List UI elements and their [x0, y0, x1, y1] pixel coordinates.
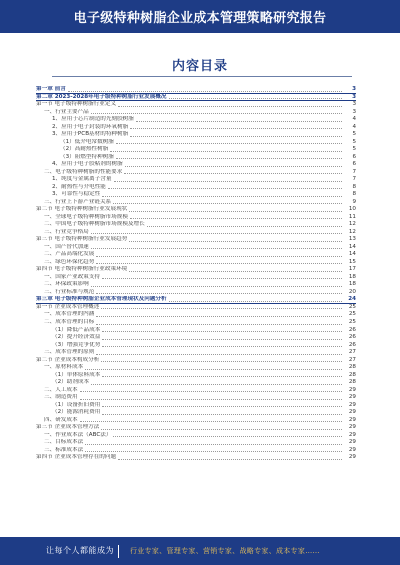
toc-entry-page: 18: [348, 273, 356, 280]
toc-entry[interactable]: [36, 199, 356, 207]
toc-entry[interactable]: [36, 191, 356, 199]
toc-entry-title: 四、研发成本: [44, 416, 78, 423]
toc-entry-title: （2）能源消耗费用: [52, 409, 101, 416]
toc-entry-page: 29: [348, 446, 356, 453]
toc-leader-dots: [102, 339, 342, 340]
toc-entry-title: 第三章 电子级特种树脂企业成本管理现状及问题分析: [36, 296, 167, 303]
toc-entry-title: 1、应用于芯片制造的光刻胶树脂: [52, 116, 134, 123]
toc-entry[interactable]: [36, 417, 356, 425]
toc-entry-page: 29: [348, 386, 356, 393]
toc-entry-page: 6: [352, 161, 356, 168]
toc-entry[interactable]: [36, 206, 356, 214]
toc-entry-title: 二、人工成本: [44, 386, 78, 393]
toc-entry-page: 15: [348, 258, 356, 265]
toc-entry[interactable]: [36, 454, 356, 462]
toc-leader-dots: [129, 271, 342, 272]
toc-leader-dots: [80, 421, 342, 422]
toc-entry-page: 3: [352, 93, 356, 100]
table-of-contents: [36, 86, 356, 462]
toc-entry-page: 13: [348, 236, 356, 243]
toc-entry[interactable]: [36, 334, 356, 342]
toc-entry[interactable]: [36, 176, 356, 184]
toc-leader-dots: [102, 414, 342, 415]
toc-entry-page: 29: [348, 431, 356, 438]
toc-entry[interactable]: [36, 447, 356, 455]
toc-entry[interactable]: [36, 251, 356, 259]
toc-entry-title: 第一节 企业成本管理概述: [36, 303, 100, 310]
toc-entry[interactable]: [36, 311, 356, 319]
toc-entry[interactable]: [36, 139, 356, 147]
toc-entry-title: 4、应用于电子胶粘剂的树脂: [52, 161, 123, 168]
toc-leader-dots: [91, 248, 342, 249]
toc-leader-dots: [118, 106, 342, 107]
toc-entry-title: （2）提升经济效益: [52, 334, 101, 341]
toc-entry-title: 二、产品高端化发展: [44, 251, 95, 258]
toc-entry[interactable]: [36, 154, 356, 162]
toc-entry-page: 28: [348, 379, 356, 386]
toc-leader-dots: [125, 166, 342, 167]
toc-leader-dots: [102, 406, 342, 407]
toc-leader-dots: [85, 444, 342, 445]
toc-entry-page: 9: [352, 198, 356, 205]
toc-entry-title: 第四节 企业成本管理存在的问题: [36, 454, 117, 461]
toc-entry-title: （3）阻燃型特种树脂: [60, 153, 114, 160]
toc-entry-title: 第四节 电子级特种树脂行业政策环境: [36, 266, 128, 273]
toc-entry-page: 7: [352, 176, 356, 183]
toc-leader-dots: [114, 181, 343, 182]
toc-entry-title: 2、耐热性与介电性能: [52, 183, 106, 190]
toc-entry-title: 第二章 2023-2028年电子级特种树脂行业发展概况: [36, 93, 167, 100]
toc-entry[interactable]: [36, 439, 356, 447]
toc-entry-title: 三、绿色环保化趋势: [44, 258, 95, 265]
toc-entry-page: 8: [352, 183, 356, 190]
toc-entry[interactable]: [36, 424, 356, 432]
toc-entry-title: 3、应用于PCB基材的特种树脂: [52, 131, 129, 138]
toc-entry-page: 11: [348, 213, 356, 220]
toc-leader-dots: [80, 399, 342, 400]
toc-leader-dots: [113, 436, 342, 437]
toc-leader-dots: [169, 301, 342, 302]
toc-entry-title: 第一章 前言: [36, 86, 66, 92]
toc-entry[interactable]: [36, 342, 356, 350]
toc-entry[interactable]: [36, 349, 356, 357]
toc-entry-page: 25: [348, 318, 356, 325]
toc-leader-dots: [118, 459, 342, 460]
footer-slogan: 行业专家、管理专家、营销专家、战略专家、成本专家……: [130, 547, 320, 555]
toc-entry-title: 第二节 企业成本构成分析: [36, 356, 100, 363]
toc-entry-title: 三、行业上下游产业链关系: [44, 198, 112, 205]
toc-entry[interactable]: [36, 116, 356, 124]
toc-heading: 内容目录: [171, 59, 228, 74]
toc-entry-page: 3: [352, 86, 356, 92]
toc-entry-page: 5: [352, 131, 356, 138]
toc-entry-page: 3: [352, 108, 356, 115]
toc-entry[interactable]: [36, 124, 356, 132]
toc-entry[interactable]: [36, 221, 356, 229]
toc-entry-title: 一、国产替代加速: [44, 243, 89, 250]
toc-entry-page: 28: [348, 371, 356, 378]
toc-entry-page: 14: [348, 243, 356, 250]
toc-entry-page: 29: [348, 454, 356, 461]
toc-entry-page: 8: [352, 191, 356, 198]
toc-entry-page: 3: [352, 101, 356, 108]
toc-entry-page: 26: [348, 334, 356, 341]
report-header: [0, 0, 400, 33]
toc-entry-page: 28: [348, 364, 356, 371]
toc-entry-page: 29: [348, 416, 356, 423]
toc-leader-dots: [96, 316, 342, 317]
toc-entry-title: （2）高耐热性树脂: [60, 146, 109, 153]
toc-entry[interactable]: [36, 244, 356, 252]
toc-entry[interactable]: [36, 184, 356, 192]
toc-leader-dots: [91, 384, 342, 385]
toc-entry-title: （3）增强竞争优势: [52, 341, 101, 348]
toc-entry-title: （1）降低产品成本: [52, 326, 101, 333]
toc-entry-title: （2）助剂成本: [52, 379, 90, 386]
toc-leader-dots: [91, 113, 342, 114]
toc-leader-dots: [102, 346, 342, 347]
toc-entry[interactable]: [36, 432, 356, 440]
toc-entry-title: 二、目标成本法: [44, 439, 84, 446]
toc-entry-page: 12: [348, 221, 356, 228]
toc-entry-page: 27: [348, 349, 356, 356]
toc-entry[interactable]: [36, 304, 356, 312]
toc-entry[interactable]: [36, 146, 356, 154]
toc-leader-dots: [108, 188, 342, 189]
toc-entry[interactable]: [36, 364, 356, 372]
toc-entry[interactable]: [36, 214, 356, 222]
toc-entry[interactable]: [36, 296, 356, 304]
toc-leader-dots: [96, 293, 342, 294]
toc-entry[interactable]: [36, 266, 356, 274]
toc-entry[interactable]: [36, 289, 356, 297]
toc-entry[interactable]: [36, 131, 356, 139]
toc-entry-title: 一、全球电子级特种树脂市场规模: [44, 213, 128, 220]
toc-entry[interactable]: [36, 387, 356, 395]
toc-entry-page: 29: [348, 439, 356, 446]
toc-entry-title: 二、电子级特种树脂的性能要求: [44, 168, 123, 175]
toc-entry-page: 18: [348, 281, 356, 288]
toc-leader-dots: [91, 286, 342, 287]
toc-entry[interactable]: [36, 259, 356, 267]
toc-entry-title: 二、中国电子级特种树脂市场规模及增长: [44, 221, 145, 228]
toc-heading-rule: [52, 76, 352, 77]
toc-leader-dots: [102, 278, 342, 279]
toc-entry-title: 一、行业主要产品: [44, 108, 89, 115]
toc-entry[interactable]: [36, 409, 356, 417]
toc-entry-page: 25: [348, 311, 356, 318]
toc-entry-title: 一、成本管理的内涵: [44, 311, 95, 318]
toc-entry-title: 第一节 电子级特种树脂行业定义: [36, 101, 117, 108]
toc-leader-dots: [130, 128, 342, 129]
toc-entry-title: 三、行业竞争格局: [44, 228, 89, 235]
toc-entry-title: 一、国家产业政策支持: [44, 273, 100, 280]
toc-entry-title: 一、作业成本法（ABC法）: [44, 431, 112, 438]
toc-entry-title: 1、纯度与金属离子含量: [52, 176, 112, 183]
toc-entry[interactable]: [36, 319, 356, 327]
toc-entry-title: 2、应用于电子封装的环氧树脂: [52, 123, 129, 130]
toc-entry-page: 29: [348, 424, 356, 431]
footer-watermark: 让每个人都能成为: [46, 546, 114, 555]
toc-entry[interactable]: [36, 229, 356, 237]
toc-leader-dots: [124, 173, 342, 174]
report-title: 电子级特种树脂企业成本管理策略研究报告: [73, 11, 327, 26]
toc-entry[interactable]: [36, 86, 356, 94]
toc-leader-dots: [96, 256, 342, 257]
toc-entry-page: 29: [348, 409, 356, 416]
toc-entry[interactable]: [36, 379, 356, 387]
toc-entry[interactable]: [36, 372, 356, 380]
toc-entry[interactable]: [36, 109, 356, 117]
toc-entry-page: 14: [348, 251, 356, 258]
toc-entry[interactable]: [36, 281, 356, 289]
toc-entry-title: （1）设备折旧费用: [52, 401, 101, 408]
toc-leader-dots: [101, 308, 342, 309]
toc-entry[interactable]: [36, 394, 356, 402]
toc-entry-title: 二、成本管理的目标: [44, 318, 95, 325]
toc-entry[interactable]: [36, 357, 356, 365]
toc-entry[interactable]: [36, 402, 356, 410]
toc-entry-page: 4: [352, 123, 356, 130]
toc-leader-dots: [169, 98, 342, 99]
toc-entry-page: 7: [352, 168, 356, 175]
toc-entry-page: 26: [348, 341, 356, 348]
toc-entry-page: 6: [352, 153, 356, 160]
toc-leader-dots: [110, 151, 342, 152]
toc-leader-dots: [116, 158, 342, 159]
toc-entry-title: 三、标准成本法: [44, 446, 84, 453]
toc-entry-title: 第三节 企业成本管理方法: [36, 424, 100, 431]
toc-leader-dots: [130, 136, 342, 137]
toc-leader-dots: [102, 196, 342, 197]
toc-entry[interactable]: [36, 101, 356, 109]
toc-entry-title: 一、原材料成本: [44, 364, 84, 371]
toc-leader-dots: [91, 233, 342, 234]
toc-entry-title: 三、制造费用: [44, 394, 78, 401]
toc-leader-dots: [129, 241, 342, 242]
toc-leader-dots: [80, 391, 342, 392]
toc-leader-dots: [129, 211, 342, 212]
toc-entry-title: 三、成本管理的原则: [44, 349, 95, 356]
toc-entry-title: 3、可靠性与稳定性: [52, 191, 101, 198]
toc-leader-dots: [136, 121, 342, 122]
toc-entry-title: 第二节 电子级特种树脂行业发展现状: [36, 206, 128, 213]
toc-leader-dots: [102, 331, 342, 332]
toc-leader-dots: [101, 429, 342, 430]
toc-leader-dots: [102, 376, 342, 377]
toc-entry-title: 三、行业标准与规范: [44, 288, 95, 295]
toc-leader-dots: [85, 369, 342, 370]
toc-entry-page: 27: [348, 356, 356, 363]
toc-entry[interactable]: [36, 236, 356, 244]
toc-entry-title: 二、环保政策影响: [44, 281, 89, 288]
footer-bar: [0, 537, 400, 565]
toc-entry-page: 29: [348, 394, 356, 401]
toc-leader-dots: [101, 361, 342, 362]
toc-leader-dots: [68, 91, 342, 92]
toc-leader-dots: [96, 324, 342, 325]
toc-entry[interactable]: [36, 161, 356, 169]
toc-entry-page: 26: [348, 326, 356, 333]
toc-entry-title: （1）单体原料成本: [52, 371, 101, 378]
toc-entry[interactable]: [36, 274, 356, 282]
toc-entry-page: 5: [352, 138, 356, 145]
toc-leader-dots: [113, 203, 342, 204]
toc-entry-page: 5: [352, 146, 356, 153]
toc-entry-page: 10: [348, 206, 356, 213]
toc-entry-title: （1）低介电常数树脂: [60, 138, 114, 145]
toc-entry-title: 第三节 电子级特种树脂行业发展趋势: [36, 236, 128, 243]
footer-divider: [118, 545, 119, 558]
toc-entry-page: 20: [348, 288, 356, 295]
toc-entry-page: 25: [348, 303, 356, 310]
toc-leader-dots: [116, 143, 342, 144]
toc-leader-dots: [130, 218, 342, 219]
toc-entry[interactable]: [36, 169, 356, 177]
toc-leader-dots: [147, 226, 342, 227]
toc-leader-dots: [85, 451, 342, 452]
toc-leader-dots: [96, 263, 342, 264]
toc-leader-dots: [96, 354, 342, 355]
toc-entry-page: 17: [348, 266, 356, 273]
toc-entry-page: 4: [352, 116, 356, 123]
toc-entry-page: 12: [348, 228, 356, 235]
toc-entry[interactable]: [36, 94, 356, 102]
toc-entry-page: 24: [348, 296, 356, 303]
toc-entry-page: 29: [348, 401, 356, 408]
toc-entry[interactable]: [36, 327, 356, 335]
